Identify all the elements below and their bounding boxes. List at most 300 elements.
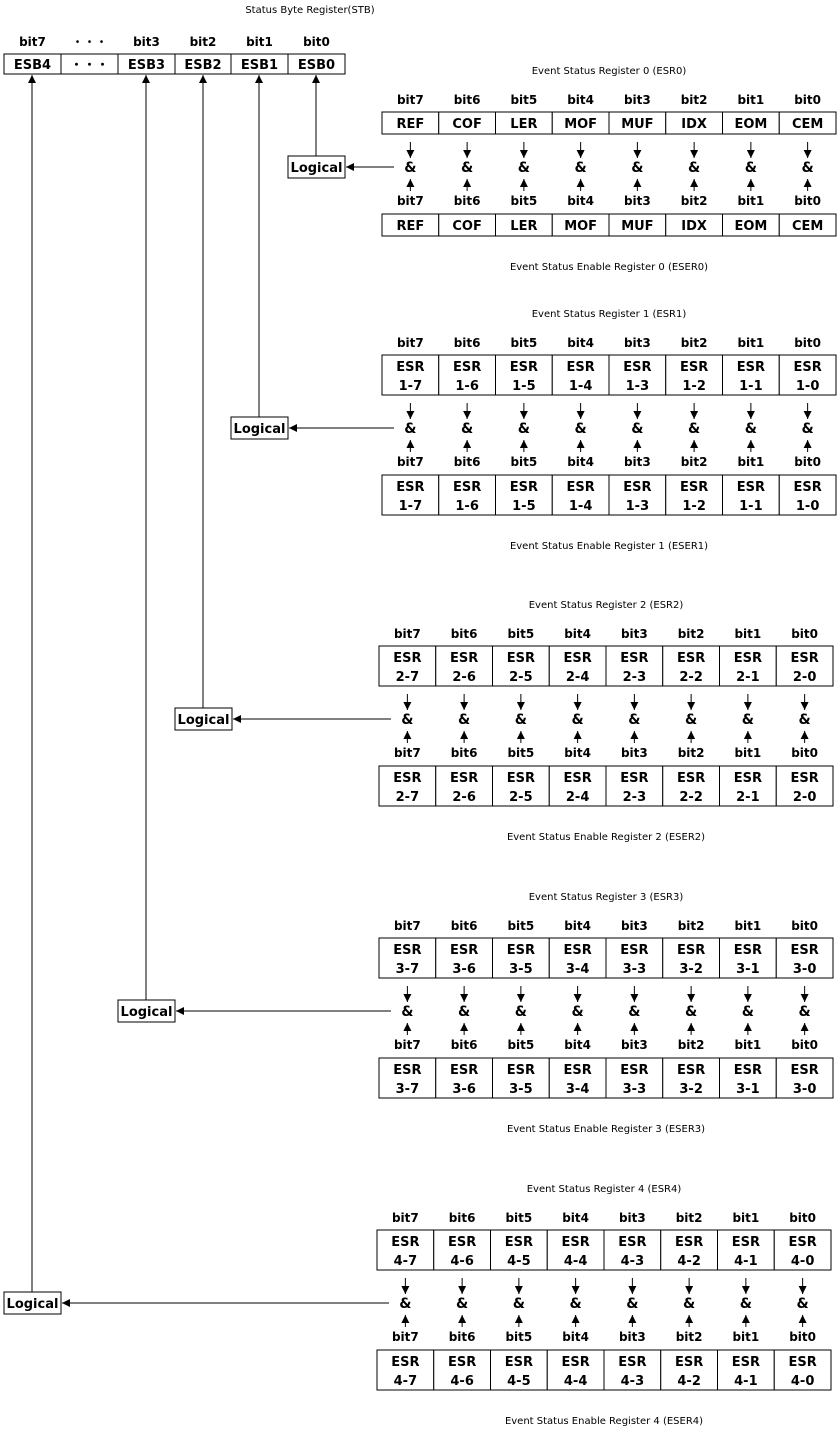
logical-label: Logical — [290, 161, 343, 176]
eser-cell-index: 1-7 — [398, 499, 423, 514]
esr-cell-index: 2-5 — [509, 670, 533, 685]
eser-cell — [434, 1350, 491, 1390]
eser-bit-label: bit3 — [620, 746, 648, 760]
esr-cell-name: ESR — [393, 943, 422, 958]
eser-bit-label: bit2 — [677, 1038, 705, 1052]
eser-cell-name: ESR — [447, 1355, 477, 1370]
eser-bit-label: bit5 — [507, 1038, 535, 1052]
eser-bit-label: bit0 — [789, 1330, 817, 1344]
and-symbol: & — [801, 421, 814, 437]
esr-cell — [549, 646, 606, 686]
eser-cell-index: 3-5 — [509, 1082, 533, 1097]
esr-bit-label: bit4 — [567, 336, 595, 350]
esr-cell-name: ESR — [391, 1235, 420, 1250]
stb-cell-5 — [288, 54, 345, 74]
esr-cell — [779, 355, 836, 395]
eser-bit-label: bit1 — [737, 194, 765, 208]
esr-cell — [779, 112, 836, 134]
eser-bit-label: bit2 — [680, 194, 708, 208]
eser-cell — [549, 766, 606, 806]
esr-cell-index: 4-2 — [677, 1254, 701, 1269]
stb-cell-label: ESB4 — [13, 58, 52, 73]
esr-cell-name: ESR — [563, 943, 592, 958]
eser-cell-index: 2-5 — [509, 790, 533, 805]
and-symbol: & — [741, 1004, 754, 1020]
stb-bit-label: bit2 — [189, 35, 217, 49]
esr-cell-name: ESR — [566, 360, 595, 375]
esr-title: Event Status Register 3 (ESR3) — [528, 892, 684, 903]
logical-or-box-2 — [175, 708, 232, 730]
and-symbol: & — [685, 1004, 698, 1020]
esr-bit-label: bit6 — [448, 1211, 476, 1225]
esr-cell-name: ESR — [790, 943, 819, 958]
eser-cell-index: 3-6 — [452, 1082, 476, 1097]
esr-bit-label: bit7 — [393, 627, 421, 641]
esr-cell — [776, 938, 833, 978]
eser-bit-label: bit2 — [677, 746, 705, 760]
register-group-3 — [118, 892, 833, 1135]
eser-cell-name: ESR — [674, 1355, 704, 1370]
eser-cell-name: ESR — [733, 1063, 763, 1078]
eser-cell-name: IDX — [681, 219, 707, 234]
eser-cell — [493, 766, 550, 806]
logical-label: Logical — [6, 1297, 59, 1312]
esr-cell-name: ESR — [623, 360, 652, 375]
esr-bit-label: bit5 — [510, 93, 538, 107]
eser-cell — [439, 214, 496, 236]
eser-bit-label: bit7 — [393, 1038, 421, 1052]
eser-cell-index: 3-3 — [622, 1082, 647, 1097]
eser-cell — [666, 214, 723, 236]
esr-cell-name: ESR — [733, 943, 763, 958]
esr-cell-name: ESR — [788, 1235, 817, 1250]
eser-cell-name: ESR — [676, 1063, 706, 1078]
eser-cell-index: 2-4 — [565, 790, 590, 805]
logical-or-box-0 — [288, 156, 345, 178]
eser-cell — [720, 766, 777, 806]
eser-cell — [496, 475, 553, 515]
esr-bit-label: bit5 — [510, 336, 538, 350]
eser-bit-label: bit0 — [794, 455, 822, 469]
eser-cell-name: ESR — [452, 480, 482, 495]
eser-cell-name: ESR — [620, 771, 649, 786]
eser-bit-label: bit6 — [453, 455, 481, 469]
eser-cell-name: MOF — [564, 219, 598, 234]
esr-cell-name: ESR — [790, 651, 819, 666]
esr-cell — [606, 938, 663, 978]
eser-bit-label: bit7 — [396, 194, 424, 208]
eser-bit-label: bit6 — [453, 194, 481, 208]
esr-cell — [609, 355, 666, 395]
esr-cell — [666, 355, 723, 395]
and-symbol: & — [517, 421, 530, 437]
eser-cell-name: ESR — [391, 1355, 420, 1370]
eser-bit-label: bit5 — [505, 1330, 533, 1344]
eser-cell-index: 4-1 — [734, 1374, 758, 1389]
eser-bit-label: bit0 — [794, 194, 822, 208]
and-symbol: & — [798, 1004, 811, 1020]
esr-cell-name: ESR — [449, 943, 479, 958]
esr-cell-name: ESR — [506, 651, 536, 666]
esr-cell-name: ESR — [620, 943, 649, 958]
eser-cell-name: ESR — [620, 1063, 649, 1078]
and-symbol: & — [683, 1296, 696, 1312]
esr-cell-index: 1-5 — [512, 379, 536, 394]
esr-cell-index: 2-1 — [736, 670, 760, 685]
logical-or-box-3 — [118, 1000, 175, 1022]
eser-bit-label: bit5 — [507, 746, 535, 760]
esr-cell-index: 4-3 — [620, 1254, 645, 1269]
and-symbol: & — [801, 160, 814, 176]
eser-cell — [723, 214, 780, 236]
esr-cell-index: 2-0 — [792, 670, 817, 685]
register-group-2 — [175, 600, 833, 843]
eser-cell-name: ESR — [396, 480, 425, 495]
esr-bit-label: bit2 — [677, 627, 705, 641]
event-status-registers — [4, 66, 836, 1427]
and-symbol: & — [512, 1296, 525, 1312]
and-symbol: & — [574, 421, 587, 437]
and-symbol: & — [461, 160, 474, 176]
eser-cell-index: 3-0 — [792, 1082, 817, 1097]
esr-cell-index: 4-5 — [507, 1254, 531, 1269]
and-symbol: & — [688, 421, 701, 437]
and-symbol: & — [404, 160, 417, 176]
and-symbol: & — [628, 712, 641, 728]
and-symbol: & — [569, 1296, 582, 1312]
esr-cell-name: ESR — [393, 651, 422, 666]
esr-cell-index: 1-0 — [795, 379, 820, 394]
eser-bit-label: bit1 — [732, 1330, 760, 1344]
eser-cell-name: ESR — [793, 480, 822, 495]
stb-cell-4 — [231, 54, 288, 74]
and-symbol: & — [458, 712, 471, 728]
eser-title: Event Status Enable Register 2 (ESER2) — [506, 832, 706, 843]
esr-bit-label: bit3 — [620, 919, 648, 933]
eser-cell-index: 4-6 — [450, 1374, 474, 1389]
esr-cell — [720, 646, 777, 686]
eser-bit-label: bit7 — [391, 1330, 419, 1344]
esr-cell-name: LER — [510, 117, 538, 132]
esr-bit-label: bit1 — [732, 1211, 760, 1225]
esr-cell-name: CEM — [791, 117, 824, 132]
eser-cell-name: ESR — [788, 1355, 817, 1370]
esr-cell — [493, 646, 550, 686]
esr-cell — [496, 112, 553, 134]
stb-cell-0 — [4, 54, 61, 74]
eser-bit-label: bit6 — [450, 746, 478, 760]
esr-bit-label: bit1 — [737, 336, 765, 350]
eser-cell-name: CEM — [791, 219, 824, 234]
esr-cell-name: ESR — [620, 651, 649, 666]
esr-cell — [776, 646, 833, 686]
eser-cell-name: ESR — [506, 771, 536, 786]
esr-cell — [377, 1230, 434, 1270]
eser-cell-index: 1-3 — [625, 499, 650, 514]
stb-cell-label: ESB1 — [240, 58, 279, 73]
eser-cell-name: ESR — [561, 1355, 590, 1370]
esr-cell — [604, 1230, 661, 1270]
eser-cell-name: COF — [452, 219, 482, 234]
esr-cell-name: ESR — [396, 360, 425, 375]
eser-cell — [606, 766, 663, 806]
stb-bit-label: bit7 — [19, 35, 46, 49]
stb-cell-2 — [118, 54, 175, 74]
eser-bit-label: bit0 — [791, 746, 819, 760]
eser-cell — [720, 1058, 777, 1098]
eser-cell-name: MUF — [621, 219, 654, 234]
and-symbol: & — [744, 160, 757, 176]
eser-cell — [379, 1058, 436, 1098]
eser-cell-name: ESR — [509, 480, 539, 495]
esr-bit-label: bit2 — [680, 336, 708, 350]
register-group-1 — [231, 309, 836, 552]
and-symbol: & — [739, 1296, 752, 1312]
esr-cell — [436, 646, 493, 686]
eser-bit-label: bit2 — [675, 1330, 703, 1344]
esr-cell-name: ESR — [736, 360, 766, 375]
esr-cell-index: 3-7 — [395, 962, 420, 977]
eser-cell — [379, 766, 436, 806]
and-symbol: & — [404, 421, 417, 437]
esr-bit-label: bit1 — [734, 627, 762, 641]
esr-cell — [496, 355, 553, 395]
esr-bit-label: bit4 — [562, 1211, 590, 1225]
eser-cell — [436, 1058, 493, 1098]
eser-cell-name: ESR — [504, 1355, 534, 1370]
esr-cell-index: 4-7 — [393, 1254, 418, 1269]
register-group-4 — [4, 1184, 831, 1427]
esr-cell-name: IDX — [681, 117, 707, 132]
eser-bit-label: bit5 — [510, 194, 538, 208]
eser-bit-label: bit7 — [396, 455, 424, 469]
esr-cell-index: 2-7 — [395, 670, 420, 685]
and-symbol: & — [631, 160, 644, 176]
esr-cell-index: 3-0 — [792, 962, 817, 977]
eser-cell-index: 1-4 — [568, 499, 593, 514]
esr-cell-name: ESR — [679, 360, 709, 375]
esr-cell — [606, 646, 663, 686]
eser-cell-name: ESR — [563, 771, 592, 786]
esr-cell-index: 1-4 — [568, 379, 593, 394]
eser-cell — [609, 475, 666, 515]
eser-cell — [436, 766, 493, 806]
esr-bit-label: bit0 — [789, 1211, 817, 1225]
eser-bit-label: bit6 — [450, 1038, 478, 1052]
eser-cell-index: 3-2 — [679, 1082, 703, 1097]
stb-title: Status Byte Register(STB) — [245, 5, 375, 16]
esr-bit-label: bit0 — [791, 627, 819, 641]
esr-cell — [720, 938, 777, 978]
stb-bit-label: bit1 — [246, 35, 273, 49]
logical-label: Logical — [120, 1005, 173, 1020]
esr-cell — [723, 112, 780, 134]
eser-bit-label: bit3 — [623, 194, 651, 208]
eser-cell-name: ESR — [736, 480, 766, 495]
eser-cell — [609, 214, 666, 236]
esr-cell-name: ESR — [793, 360, 822, 375]
eser-cell — [377, 1350, 434, 1390]
esr-cell — [552, 112, 609, 134]
eser-bit-label: bit4 — [567, 194, 595, 208]
eser-cell-index: 2-0 — [792, 790, 817, 805]
eser-cell-index: 1-0 — [795, 499, 820, 514]
eser-cell — [663, 1058, 720, 1098]
esr-cell-index: 4-6 — [450, 1254, 474, 1269]
eser-cell-index: 2-6 — [452, 790, 476, 805]
eser-cell-index: 2-2 — [679, 790, 703, 805]
logical-label: Logical — [177, 713, 230, 728]
eser-bit-label: bit0 — [791, 1038, 819, 1052]
esr-cell-name: ESR — [561, 1235, 590, 1250]
eser-cell-index: 1-5 — [512, 499, 536, 514]
esr-cell — [661, 1230, 718, 1270]
stb-cell-label: ESB3 — [127, 58, 166, 73]
eser-cell — [491, 1350, 548, 1390]
and-symbol: & — [685, 712, 698, 728]
eser-cell — [496, 214, 553, 236]
esr-bit-label: bit1 — [737, 93, 765, 107]
eser-bit-label: bit4 — [567, 455, 595, 469]
esr-bit-label: bit3 — [623, 93, 651, 107]
esr-bit-label: bit4 — [564, 627, 592, 641]
and-symbol: & — [571, 1004, 584, 1020]
eser-cell — [663, 766, 720, 806]
esr-cell-index: 1-6 — [455, 379, 479, 394]
eser-bit-label: bit4 — [562, 1330, 590, 1344]
esr-bit-label: bit1 — [734, 919, 762, 933]
status-byte-register — [4, 5, 375, 74]
eser-cell-index: 2-1 — [736, 790, 760, 805]
esr-cell-index: 4-1 — [734, 1254, 758, 1269]
eser-cell — [779, 214, 836, 236]
and-symbol: & — [798, 712, 811, 728]
eser-cell-name: ESR — [563, 1063, 592, 1078]
eser-title: Event Status Enable Register 4 (ESER4) — [504, 1416, 704, 1427]
eser-cell-name: EOM — [734, 219, 768, 234]
esr-bit-label: bit0 — [794, 336, 822, 350]
esr-bit-label: bit7 — [396, 93, 424, 107]
eser-bit-label: bit6 — [448, 1330, 476, 1344]
eser-cell-name: ESR — [676, 771, 706, 786]
esr-cell — [382, 355, 439, 395]
stb-cell-label: ESB0 — [297, 58, 336, 73]
eser-cell — [552, 214, 609, 236]
esr-cell-name: ESR — [676, 651, 706, 666]
esr-cell — [552, 355, 609, 395]
eser-cell-name: LER — [510, 219, 538, 234]
eser-cell-name: ESR — [566, 480, 595, 495]
and-symbol: & — [514, 712, 527, 728]
eser-bit-label: bit7 — [393, 746, 421, 760]
esr-cell-name: MUF — [621, 117, 654, 132]
eser-cell — [779, 475, 836, 515]
eser-cell-index: 3-4 — [565, 1082, 590, 1097]
eser-cell — [382, 214, 439, 236]
and-symbol: & — [796, 1296, 809, 1312]
eser-bit-label: bit1 — [734, 746, 762, 760]
eser-cell — [776, 766, 833, 806]
eser-cell — [549, 1058, 606, 1098]
esr-cell-name: ESR — [506, 943, 536, 958]
and-symbol: & — [461, 421, 474, 437]
stb-cell-label: ・・・ — [69, 58, 110, 73]
eser-cell-name: ESR — [393, 1063, 422, 1078]
esr-bit-label: bit2 — [677, 919, 705, 933]
esr-bit-label: bit5 — [507, 627, 535, 641]
eser-cell-name: ESR — [790, 771, 819, 786]
stb-bit-label: bit3 — [133, 35, 160, 49]
esr-bit-label: bit2 — [680, 93, 708, 107]
esr-bit-label: bit3 — [623, 336, 651, 350]
and-symbol: & — [517, 160, 530, 176]
stb-cell-3 — [175, 54, 231, 74]
eser-cell-index: 1-1 — [739, 499, 763, 514]
eser-cell-index: 3-1 — [736, 1082, 760, 1097]
esr-bit-label: bit6 — [450, 919, 478, 933]
logical-or-box-1 — [231, 417, 288, 439]
esr-cell-name: MOF — [564, 117, 598, 132]
esr-cell — [718, 1230, 775, 1270]
eser-bit-label: bit1 — [734, 1038, 762, 1052]
esr-cell-index: 1-1 — [739, 379, 763, 394]
eser-cell-index: 4-5 — [507, 1374, 531, 1389]
eser-cell-index: 1-2 — [682, 499, 706, 514]
esr-title: Event Status Register 4 (ESR4) — [526, 1184, 682, 1195]
and-symbol: & — [628, 1004, 641, 1020]
eser-cell — [604, 1350, 661, 1390]
eser-cell-index: 3-7 — [395, 1082, 420, 1097]
and-symbol: & — [571, 712, 584, 728]
eser-cell — [774, 1350, 831, 1390]
eser-cell-index: 2-3 — [622, 790, 647, 805]
esr-title: Event Status Register 2 (ESR2) — [528, 600, 684, 611]
eser-cell — [552, 475, 609, 515]
esr-bit-label: bit7 — [393, 919, 421, 933]
esr-cell-name: ESR — [504, 1235, 534, 1250]
esr-cell — [439, 112, 496, 134]
stb-cell-label: ESB2 — [184, 58, 222, 73]
esr-cell-index: 2-2 — [679, 670, 703, 685]
esr-cell — [774, 1230, 831, 1270]
eser-cell-name: ESR — [618, 1355, 647, 1370]
esr-cell-index: 4-0 — [790, 1254, 815, 1269]
esr-cell-index: 3-6 — [452, 962, 476, 977]
and-symbol: & — [401, 712, 414, 728]
esr-cell — [379, 646, 436, 686]
esr-bit-label: bit5 — [505, 1211, 533, 1225]
esr-cell-index: 3-5 — [509, 962, 533, 977]
esr-bit-label: bit3 — [620, 627, 648, 641]
esr-cell — [723, 355, 780, 395]
esr-cell-index: 2-3 — [622, 670, 647, 685]
and-symbol: & — [458, 1004, 471, 1020]
eser-cell — [776, 1058, 833, 1098]
esr-bit-label: bit2 — [675, 1211, 703, 1225]
esr-cell-index: 1-3 — [625, 379, 650, 394]
eser-cell — [547, 1350, 604, 1390]
eser-cell-name: ESR — [679, 480, 709, 495]
and-symbol: & — [741, 712, 754, 728]
eser-bit-label: bit3 — [618, 1330, 646, 1344]
eser-cell — [723, 475, 780, 515]
esr-cell — [491, 1230, 548, 1270]
esr-bit-label: bit7 — [391, 1211, 419, 1225]
eser-title: Event Status Enable Register 1 (ESER1) — [509, 541, 709, 552]
esr-cell-index: 3-2 — [679, 962, 703, 977]
stb-cell-1 — [61, 54, 118, 74]
eser-cell-index: 4-7 — [393, 1374, 418, 1389]
